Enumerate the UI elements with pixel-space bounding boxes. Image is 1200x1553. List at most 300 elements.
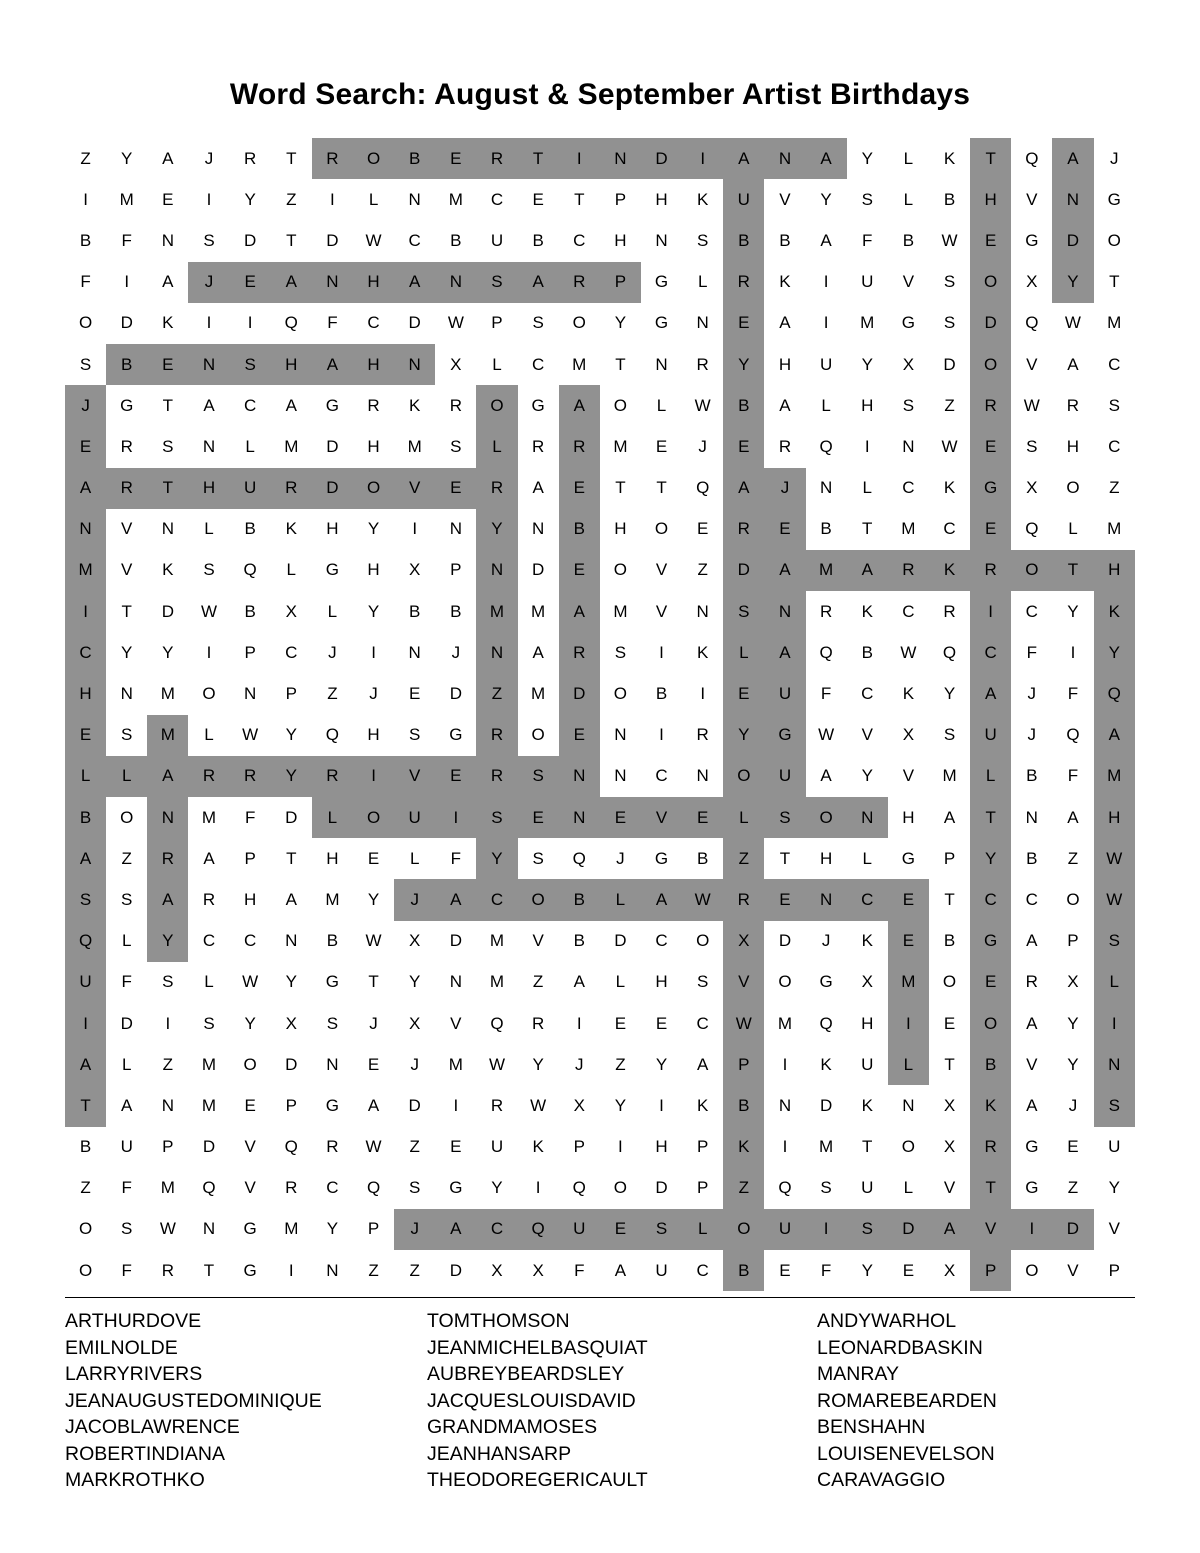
grid-cell[interactable]: S <box>121 725 133 745</box>
grid-cell[interactable]: M <box>860 313 875 333</box>
grid-cell[interactable]: J <box>451 642 461 662</box>
grid-cell[interactable]: E <box>450 1137 462 1157</box>
grid-cell[interactable]: R <box>970 1127 1011 1168</box>
grid-cell[interactable]: A <box>559 591 600 632</box>
grid-cell[interactable]: E <box>655 1013 668 1033</box>
grid-cell[interactable]: H <box>902 807 915 827</box>
grid-cell[interactable]: S <box>476 797 517 838</box>
grid-cell[interactable]: I <box>1094 1003 1135 1044</box>
grid-cell[interactable]: E <box>65 715 106 756</box>
grid-cell[interactable]: Y <box>326 1219 339 1239</box>
grid-cell[interactable]: T <box>944 1054 955 1074</box>
grid-cell[interactable]: S <box>203 560 215 580</box>
grid-cell[interactable]: N <box>476 632 517 673</box>
grid-cell[interactable]: R <box>326 1137 339 1157</box>
grid-cell[interactable]: X <box>723 921 764 962</box>
grid-cell[interactable]: L <box>121 931 132 951</box>
grid-cell[interactable]: M <box>613 601 628 621</box>
grid-cell[interactable]: L <box>821 395 831 415</box>
grid-cell[interactable]: S <box>326 1013 339 1033</box>
grid-cell[interactable]: Y <box>409 972 421 992</box>
grid-cell[interactable]: G <box>819 972 833 992</box>
grid-cell[interactable]: M <box>806 550 847 591</box>
grid-cell[interactable]: A <box>779 313 791 333</box>
grid-cell[interactable]: O <box>942 972 957 992</box>
grid-cell[interactable]: A <box>65 838 106 879</box>
grid-cell[interactable]: V <box>394 756 435 797</box>
grid-cell[interactable]: P <box>450 560 462 580</box>
grid-cell[interactable]: W <box>723 1003 764 1044</box>
grid-cell[interactable]: B <box>532 230 544 250</box>
grid-cell[interactable]: N <box>408 189 421 209</box>
grid-cell[interactable]: M <box>489 972 505 992</box>
grid-cell[interactable]: S <box>614 642 627 662</box>
grid-cell[interactable]: C <box>1025 601 1038 621</box>
grid-cell[interactable]: A <box>820 230 832 250</box>
grid-cell[interactable]: N <box>696 601 709 621</box>
grid-cell[interactable]: O <box>1011 550 1052 591</box>
grid-cell[interactable]: A <box>559 385 600 426</box>
grid-cell[interactable]: O <box>613 684 628 704</box>
grid-cell[interactable]: M <box>65 550 106 591</box>
grid-cell[interactable]: H <box>271 344 312 385</box>
grid-cell[interactable]: W <box>242 972 259 992</box>
grid-cell[interactable]: I <box>124 272 130 292</box>
grid-cell[interactable]: Y <box>861 354 873 374</box>
grid-cell[interactable]: K <box>532 1137 544 1157</box>
grid-cell[interactable]: U <box>723 179 764 220</box>
grid-cell[interactable]: R <box>559 262 600 303</box>
grid-cell[interactable]: M <box>1094 756 1135 797</box>
grid-cell[interactable]: D <box>723 550 764 591</box>
grid-cell[interactable]: Z <box>697 560 708 580</box>
grid-cell[interactable]: O <box>723 756 764 797</box>
grid-cell[interactable]: N <box>696 766 709 786</box>
grid-cell[interactable]: F <box>820 684 832 704</box>
grid-cell[interactable]: M <box>284 436 299 456</box>
grid-cell[interactable]: Q <box>284 313 298 333</box>
grid-cell[interactable]: G <box>1025 1178 1039 1198</box>
grid-cell[interactable]: V <box>861 725 873 745</box>
grid-cell[interactable]: U <box>861 1054 874 1074</box>
grid-cell[interactable]: L <box>862 478 872 498</box>
grid-cell[interactable]: Z <box>1067 1178 1079 1198</box>
grid-cell[interactable]: O <box>531 725 545 745</box>
grid-cell[interactable]: L <box>245 436 255 456</box>
grid-cell[interactable]: S <box>1108 395 1120 415</box>
grid-cell[interactable]: D <box>285 1054 298 1074</box>
grid-cell[interactable]: B <box>326 931 339 951</box>
grid-cell[interactable]: C <box>367 313 380 333</box>
grid-cell[interactable]: Z <box>1067 848 1079 868</box>
grid-cell[interactable]: U <box>764 1209 805 1250</box>
grid-cell[interactable]: O <box>778 972 792 992</box>
grid-cell[interactable]: H <box>326 848 339 868</box>
grid-cell[interactable]: F <box>121 1260 132 1280</box>
grid-cell[interactable]: P <box>600 262 641 303</box>
grid-cell[interactable]: T <box>656 478 667 498</box>
grid-cell[interactable]: G <box>243 1260 257 1280</box>
grid-cell[interactable]: S <box>1094 921 1135 962</box>
grid-cell[interactable]: B <box>820 519 832 539</box>
grid-cell[interactable]: I <box>782 1054 788 1074</box>
grid-cell[interactable]: S <box>450 436 462 456</box>
grid-cell[interactable]: U <box>490 230 504 250</box>
grid-cell[interactable]: A <box>764 632 805 673</box>
grid-cell[interactable]: X <box>1026 478 1038 498</box>
grid-cell[interactable]: Q <box>1066 725 1080 745</box>
grid-cell[interactable]: B <box>697 848 709 868</box>
word-item[interactable]: BENSHAHN <box>817 1416 926 1439</box>
grid-cell[interactable]: O <box>353 138 394 179</box>
grid-cell[interactable]: L <box>697 272 708 292</box>
grid-cell[interactable]: K <box>779 272 791 292</box>
grid-cell[interactable]: K <box>902 684 915 704</box>
grid-cell[interactable]: X <box>1067 972 1079 992</box>
grid-cell[interactable]: O <box>353 797 394 838</box>
grid-cell[interactable]: V <box>1067 1260 1079 1280</box>
grid-cell[interactable]: V <box>394 468 435 509</box>
grid-cell[interactable]: D <box>531 560 545 580</box>
grid-cell[interactable]: W <box>365 931 382 951</box>
grid-cell[interactable]: R <box>230 756 271 797</box>
grid-cell[interactable]: N <box>559 797 600 838</box>
grid-cell[interactable]: Y <box>367 889 380 909</box>
grid-cell[interactable]: O <box>723 1209 764 1250</box>
grid-cell[interactable]: L <box>862 848 872 868</box>
grid-cell[interactable]: N <box>1025 807 1038 827</box>
grid-cell[interactable]: N <box>778 1095 792 1115</box>
grid-cell[interactable]: K <box>162 560 174 580</box>
grid-cell[interactable]: A <box>1067 807 1079 827</box>
grid-cell[interactable]: O <box>1107 230 1121 250</box>
grid-cell[interactable]: A <box>1052 138 1093 179</box>
grid-cell[interactable]: W <box>159 1219 176 1239</box>
grid-cell[interactable]: V <box>450 1013 462 1033</box>
grid-cell[interactable]: V <box>121 519 133 539</box>
grid-cell[interactable]: C <box>326 1178 339 1198</box>
grid-cell[interactable]: M <box>407 436 422 456</box>
grid-cell[interactable]: W <box>682 879 723 920</box>
grid-cell[interactable]: R <box>696 725 709 745</box>
grid-cell[interactable]: M <box>901 519 916 539</box>
grid-cell[interactable]: B <box>723 1085 764 1126</box>
grid-cell[interactable]: C <box>243 395 257 415</box>
grid-cell[interactable]: E <box>435 756 476 797</box>
grid-cell[interactable]: H <box>655 189 668 209</box>
grid-cell[interactable]: H <box>243 889 257 909</box>
grid-cell[interactable]: M <box>531 684 546 704</box>
grid-cell[interactable]: D <box>559 673 600 714</box>
grid-cell[interactable]: O <box>613 560 628 580</box>
grid-cell[interactable]: K <box>723 1127 764 1168</box>
grid-cell[interactable]: M <box>613 436 628 456</box>
grid-cell[interactable]: X <box>285 1013 297 1033</box>
grid-cell[interactable]: E <box>970 962 1011 1003</box>
grid-cell[interactable]: T <box>147 468 188 509</box>
grid-cell[interactable]: E <box>367 848 380 868</box>
grid-cell[interactable]: B <box>244 601 256 621</box>
grid-cell[interactable]: P <box>943 848 956 868</box>
grid-cell[interactable]: B <box>79 1137 92 1157</box>
grid-cell[interactable]: N <box>902 436 915 456</box>
grid-cell[interactable]: Y <box>121 642 133 662</box>
grid-cell[interactable]: G <box>654 313 669 333</box>
grid-cell[interactable]: S <box>79 354 92 374</box>
grid-cell[interactable]: A <box>641 879 682 920</box>
grid-cell[interactable]: C <box>65 632 106 673</box>
grid-cell[interactable]: I <box>65 591 106 632</box>
grid-cell[interactable]: Y <box>970 838 1011 879</box>
grid-cell[interactable]: M <box>201 1095 217 1115</box>
grid-cell[interactable]: I <box>206 189 212 209</box>
grid-cell[interactable]: A <box>820 766 832 786</box>
grid-cell[interactable]: C <box>202 931 216 951</box>
grid-cell[interactable]: E <box>435 138 476 179</box>
grid-cell[interactable]: C <box>1108 354 1121 374</box>
grid-cell[interactable]: N <box>1094 1044 1135 1085</box>
grid-cell[interactable]: R <box>120 436 133 456</box>
grid-cell[interactable]: S <box>943 272 956 292</box>
grid-cell[interactable]: I <box>823 313 829 333</box>
word-item[interactable]: EMILNOLDE <box>65 1336 178 1359</box>
grid-cell[interactable]: E <box>559 468 600 509</box>
grid-cell[interactable]: C <box>476 879 517 920</box>
grid-cell[interactable]: I <box>659 725 664 745</box>
grid-cell[interactable]: R <box>312 138 353 179</box>
grid-cell[interactable]: I <box>618 1137 623 1157</box>
grid-cell[interactable]: B <box>559 879 600 920</box>
grid-cell[interactable]: A <box>65 1044 106 1085</box>
grid-cell[interactable]: U <box>490 1137 504 1157</box>
grid-cell[interactable]: O <box>202 684 216 704</box>
grid-cell[interactable]: U <box>861 1178 874 1198</box>
grid-cell[interactable]: Y <box>861 1260 873 1280</box>
grid-cell[interactable]: R <box>476 756 517 797</box>
grid-cell[interactable]: Y <box>1067 601 1079 621</box>
grid-cell[interactable]: G <box>1025 1137 1039 1157</box>
grid-cell[interactable]: C <box>696 1260 709 1280</box>
grid-cell[interactable]: C <box>902 601 915 621</box>
grid-cell[interactable]: T <box>615 478 626 498</box>
grid-cell[interactable]: Z <box>121 848 132 868</box>
grid-cell[interactable]: X <box>491 1260 503 1280</box>
grid-cell[interactable]: R <box>202 889 216 909</box>
grid-cell[interactable]: M <box>531 601 546 621</box>
grid-cell[interactable]: Q <box>1094 673 1135 714</box>
grid-cell[interactable]: H <box>655 972 668 992</box>
grid-cell[interactable]: T <box>368 972 379 992</box>
grid-cell[interactable]: B <box>902 230 915 250</box>
grid-cell[interactable]: O <box>572 313 586 333</box>
grid-cell[interactable]: W <box>365 230 382 250</box>
grid-cell[interactable]: A <box>394 262 435 303</box>
grid-cell[interactable]: L <box>1094 962 1135 1003</box>
grid-cell[interactable]: V <box>655 560 668 580</box>
grid-cell[interactable]: P <box>244 848 256 868</box>
grid-cell[interactable]: E <box>614 1013 627 1033</box>
grid-cell[interactable]: F <box>80 272 91 292</box>
grid-cell[interactable]: M <box>284 1219 299 1239</box>
grid-cell[interactable]: H <box>367 560 380 580</box>
grid-cell[interactable]: S <box>943 725 956 745</box>
grid-cell[interactable]: O <box>696 931 710 951</box>
grid-cell[interactable]: A <box>162 148 174 168</box>
grid-cell[interactable]: A <box>697 1054 709 1074</box>
grid-cell[interactable]: A <box>65 468 106 509</box>
grid-cell[interactable]: I <box>353 756 394 797</box>
grid-cell[interactable]: O <box>78 313 93 333</box>
grid-cell[interactable]: I <box>247 313 253 333</box>
grid-cell[interactable]: I <box>659 642 664 662</box>
grid-cell[interactable]: K <box>861 601 873 621</box>
grid-cell[interactable]: I <box>83 189 88 209</box>
grid-cell[interactable]: T <box>203 1260 215 1280</box>
grid-cell[interactable]: L <box>615 972 626 992</box>
grid-cell[interactable]: K <box>861 1095 873 1115</box>
grid-cell[interactable]: I <box>806 1209 847 1250</box>
grid-cell[interactable]: E <box>409 684 421 704</box>
grid-cell[interactable]: C <box>655 931 668 951</box>
grid-cell[interactable]: K <box>820 1054 832 1074</box>
grid-cell[interactable]: L <box>970 756 1011 797</box>
grid-cell[interactable]: D <box>161 601 174 621</box>
grid-cell[interactable]: L <box>286 560 296 580</box>
grid-cell[interactable]: T <box>1109 272 1120 292</box>
grid-cell[interactable]: L <box>409 848 420 868</box>
grid-cell[interactable]: B <box>723 220 764 261</box>
grid-cell[interactable]: P <box>1067 931 1079 951</box>
grid-cell[interactable]: I <box>330 189 335 209</box>
grid-cell[interactable]: T <box>286 848 297 868</box>
grid-cell[interactable]: N <box>394 344 435 385</box>
grid-cell[interactable]: H <box>861 395 874 415</box>
grid-cell[interactable]: Y <box>614 1095 627 1115</box>
grid-cell[interactable]: X <box>532 1260 544 1280</box>
grid-cell[interactable]: S <box>532 313 544 333</box>
grid-cell[interactable]: C <box>1108 436 1121 456</box>
grid-cell[interactable]: P <box>162 1137 174 1157</box>
grid-cell[interactable]: I <box>1011 1209 1052 1250</box>
grid-cell[interactable]: J <box>394 879 435 920</box>
grid-cell[interactable]: N <box>449 519 462 539</box>
grid-cell[interactable]: M <box>1107 313 1122 333</box>
grid-cell[interactable]: G <box>325 1095 340 1115</box>
grid-cell[interactable]: M <box>448 1054 463 1074</box>
grid-cell[interactable]: I <box>659 1095 664 1115</box>
grid-cell[interactable]: H <box>1066 436 1080 456</box>
grid-cell[interactable]: Q <box>696 478 710 498</box>
grid-cell[interactable]: E <box>723 426 764 467</box>
grid-cell[interactable]: G <box>901 313 915 333</box>
grid-cell[interactable]: N <box>559 756 600 797</box>
grid-cell[interactable]: Z <box>368 1260 379 1280</box>
grid-cell[interactable]: K <box>285 519 297 539</box>
grid-cell[interactable]: W <box>818 725 835 745</box>
grid-cell[interactable]: Q <box>243 560 257 580</box>
grid-cell[interactable]: R <box>559 426 600 467</box>
grid-cell[interactable]: N <box>655 230 668 250</box>
grid-cell[interactable]: B <box>723 385 764 426</box>
grid-cell[interactable]: A <box>764 550 805 591</box>
grid-cell[interactable]: E <box>1067 1137 1079 1157</box>
grid-cell[interactable]: N <box>614 725 627 745</box>
grid-cell[interactable]: A <box>1026 1095 1038 1115</box>
grid-cell[interactable]: N <box>202 436 216 456</box>
grid-cell[interactable]: G <box>970 921 1011 962</box>
grid-cell[interactable]: N <box>847 797 888 838</box>
grid-cell[interactable]: L <box>888 1044 929 1085</box>
grid-cell[interactable]: P <box>367 1219 380 1239</box>
grid-cell[interactable]: J <box>698 436 707 456</box>
grid-cell[interactable]: R <box>161 1260 174 1280</box>
grid-cell[interactable]: T <box>862 519 873 539</box>
grid-cell[interactable]: D <box>888 1209 929 1250</box>
grid-cell[interactable]: P <box>285 1095 297 1115</box>
grid-cell[interactable]: M <box>201 807 217 827</box>
grid-cell[interactable]: X <box>943 1137 956 1157</box>
grid-cell[interactable]: I <box>288 1260 294 1280</box>
grid-cell[interactable]: T <box>286 230 297 250</box>
grid-cell[interactable]: H <box>819 848 833 868</box>
grid-cell[interactable]: I <box>435 797 476 838</box>
grid-cell[interactable]: S <box>1026 436 1038 456</box>
grid-cell[interactable]: X <box>409 931 421 951</box>
grid-cell[interactable]: S <box>641 1209 682 1250</box>
grid-cell[interactable]: M <box>201 1054 217 1074</box>
grid-cell[interactable]: D <box>326 230 339 250</box>
grid-cell[interactable]: J <box>328 642 337 662</box>
grid-cell[interactable]: R <box>778 436 792 456</box>
grid-cell[interactable]: A <box>312 344 353 385</box>
grid-cell[interactable]: C <box>285 642 298 662</box>
grid-cell[interactable]: A <box>203 848 215 868</box>
grid-cell[interactable]: S <box>1094 1085 1135 1126</box>
grid-cell[interactable]: Y <box>271 756 312 797</box>
grid-cell[interactable]: R <box>476 715 517 756</box>
grid-cell[interactable]: I <box>412 519 418 539</box>
grid-cell[interactable]: N <box>614 766 627 786</box>
grid-cell[interactable]: Y <box>1067 1013 1079 1033</box>
grid-cell[interactable]: C <box>902 478 915 498</box>
grid-cell[interactable]: Y <box>244 1013 256 1033</box>
grid-cell[interactable]: M <box>572 354 587 374</box>
grid-cell[interactable]: Y <box>861 766 873 786</box>
grid-cell[interactable]: E <box>367 1054 380 1074</box>
word-item[interactable]: JACQUESLOUISDAVID <box>427 1389 636 1412</box>
grid-cell[interactable]: Y <box>943 684 956 704</box>
grid-cell[interactable]: E <box>559 715 600 756</box>
grid-cell[interactable]: P <box>723 1044 764 1085</box>
grid-cell[interactable]: Y <box>614 313 627 333</box>
grid-cell[interactable]: T <box>121 601 132 621</box>
grid-cell[interactable]: U <box>764 673 805 714</box>
grid-cell[interactable]: E <box>65 426 106 467</box>
grid-cell[interactable]: O <box>353 468 394 509</box>
grid-cell[interactable]: S <box>697 230 709 250</box>
grid-cell[interactable]: M <box>119 189 134 209</box>
grid-cell[interactable]: E <box>697 519 709 539</box>
grid-cell[interactable]: C <box>408 230 421 250</box>
grid-cell[interactable]: E <box>888 879 929 920</box>
grid-cell[interactable]: N <box>243 684 257 704</box>
grid-cell[interactable]: B <box>861 642 873 662</box>
grid-cell[interactable]: M <box>489 931 505 951</box>
grid-cell[interactable]: B <box>394 138 435 179</box>
grid-cell[interactable]: V <box>1026 1054 1038 1074</box>
word-item[interactable]: LOUISENEVELSON <box>817 1442 995 1465</box>
grid-cell[interactable]: E <box>779 1260 791 1280</box>
